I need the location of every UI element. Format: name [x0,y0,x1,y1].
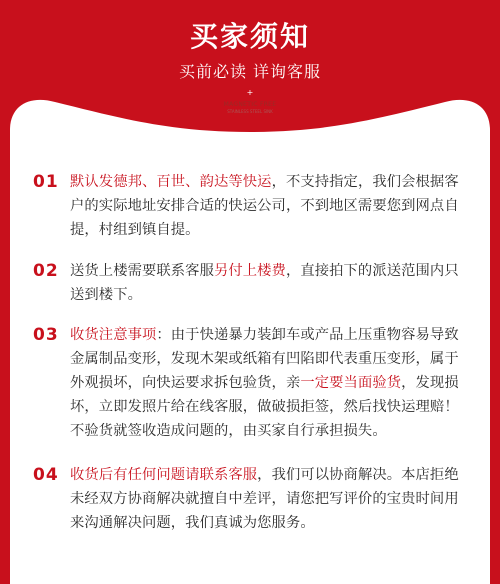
badge-line-1: MAGNETIC FREE [223,101,277,108]
item-highlight: 收货后有任何问题请联系客服 [70,467,258,483]
page-title: 买家须知 [189,20,310,53]
item-number: 01 [33,172,59,192]
badge-line-2: STAINLESS STEEL SINK [227,109,273,114]
item-text [70,170,470,242]
item-highlight: 收货注意事项 [70,327,157,343]
item-highlight: 默认发德邦、百世、韵达等快运 [70,174,272,190]
item-number: 04 [33,465,59,485]
item-number: 03 [33,325,59,345]
item-text [70,463,470,535]
item-body: ，我们可以协商解决。本店拒绝未经双方协商解决就擅自中差评，请您把写评价的宝贵时间用来沟通解决问题，我们真诚为您服务。 [70,467,459,531]
item-text [70,323,470,443]
item-body-tail: ，直接拍下的派送范围内只送到楼下。 [70,263,459,303]
brand-badge [200,88,300,122]
item-highlight-2: 一定要当面验货 [300,375,402,391]
item-number: 02 [33,261,59,281]
item-text [70,259,470,307]
item-body-tail: ，发现损坏，立即发照片给在线客服，做破损拒签，然后找快运理赔！不验货就签收造成问题的，由买家自行承担损失。 [70,375,459,439]
item-body: 送货上楼需要联系客服 [70,263,214,279]
item-highlight: 另付上楼费 [213,263,286,279]
item-body: ，不支持指定，我们会根据客户的实际地址安排合适的快运公司，不到地区需要您到网点自提，村组到镇自提。 [70,174,459,238]
page-subtitle: 买前必读 详询客服 [178,62,322,81]
plus-icon: + [246,88,254,97]
item-body: ：由于快递暴力装卸车或产品上压重物容易导致金属制品变形，发现木架或纸箱有凹陷即代表重压变形，属于外观损坏，向快运要求拆包验货，亲 [70,327,459,391]
